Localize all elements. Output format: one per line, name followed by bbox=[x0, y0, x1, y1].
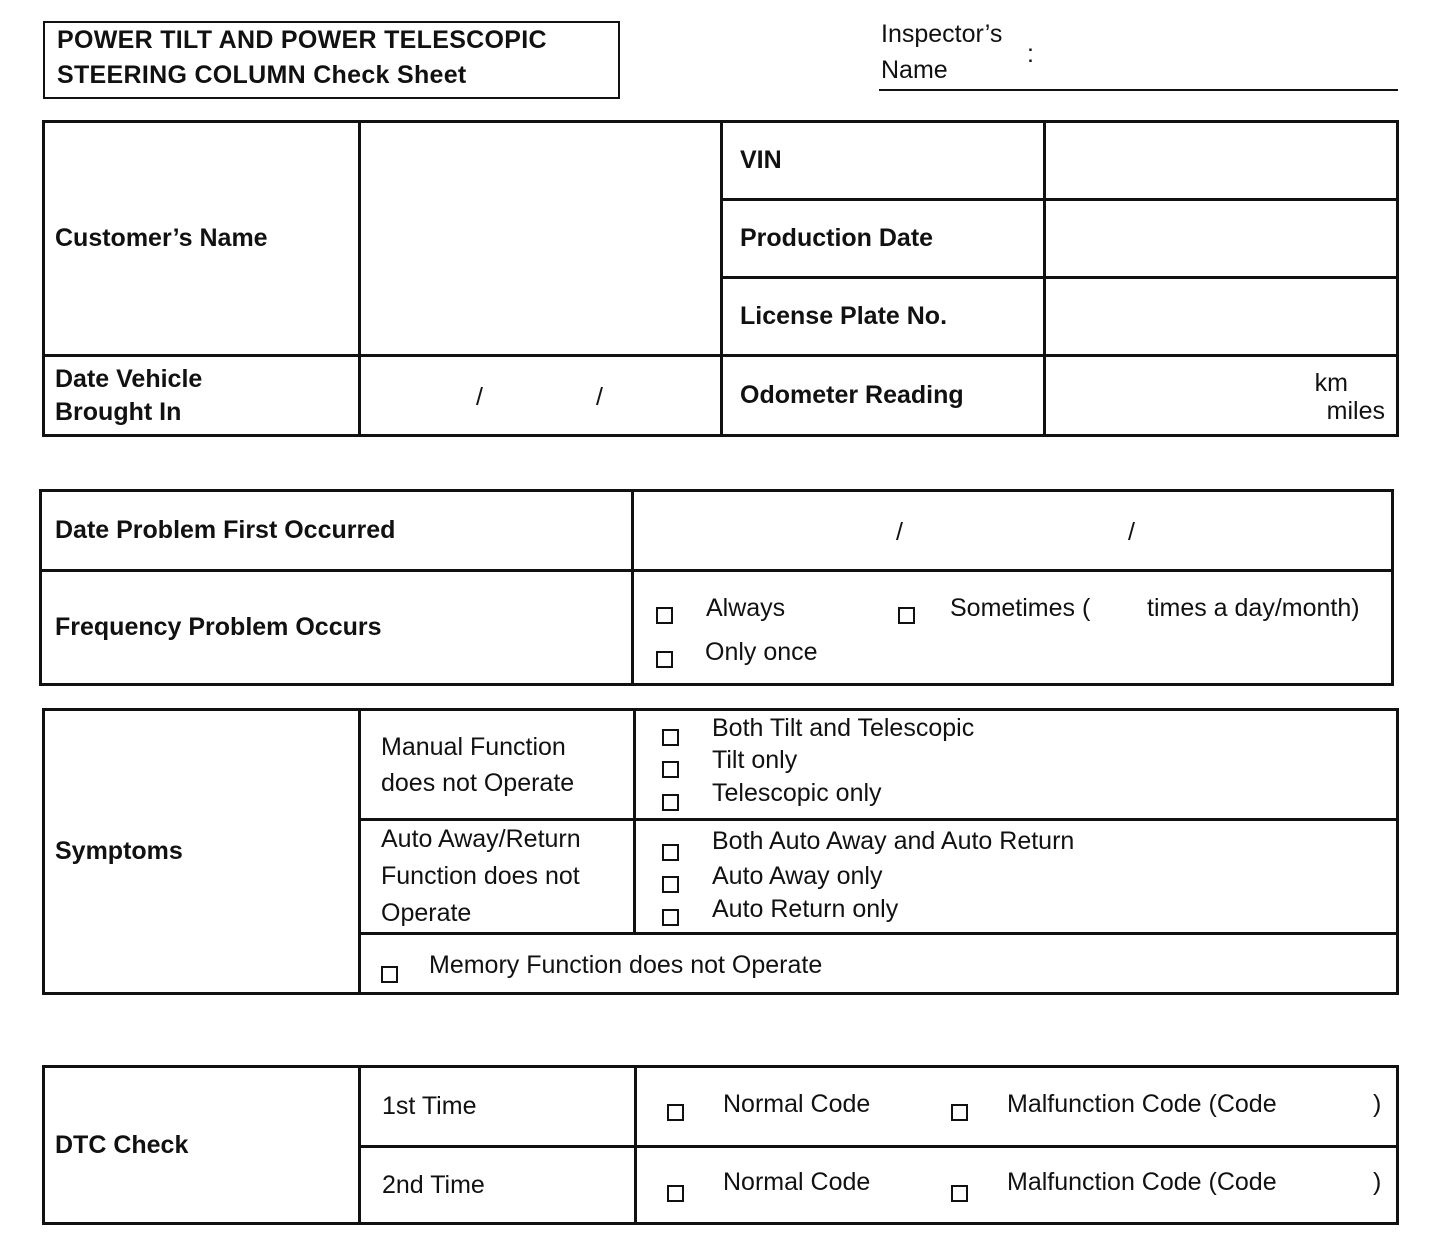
memory-function-row bbox=[360, 934, 1398, 994]
first-malfunction-code-label: Malfunction Code (Code bbox=[1007, 1090, 1277, 1118]
auto-option-1: Both Auto Away and Auto Return bbox=[712, 827, 1075, 855]
first-occurred-sep-2: / bbox=[1128, 518, 1135, 546]
odometer-label: Odometer Reading bbox=[722, 356, 1045, 436]
production-date-label: Production Date bbox=[722, 200, 1045, 278]
first-close-paren: ) bbox=[1373, 1090, 1382, 1118]
date-brought-in-field[interactable] bbox=[360, 356, 722, 436]
date-brought-in-line-2: Brought In bbox=[55, 397, 182, 426]
dtc-second-time-label: 2nd Time bbox=[360, 1147, 636, 1224]
date-sep-2: / bbox=[596, 383, 603, 411]
manual-option-3: Telescopic only bbox=[712, 779, 882, 807]
only-once-label: Only once bbox=[705, 638, 818, 666]
license-plate-label: License Plate No. bbox=[722, 278, 1045, 356]
inspector-label-2: Name bbox=[881, 56, 948, 84]
dtc-first-time-label: 1st Time bbox=[360, 1067, 636, 1147]
both-tilt-telescopic-checkbox[interactable] bbox=[662, 729, 679, 746]
second-malfunction-code-label: Malfunction Code (Code bbox=[1007, 1168, 1277, 1196]
vin-field[interactable] bbox=[1045, 122, 1398, 200]
auto-function-line-1: Auto Away/Return bbox=[381, 825, 581, 853]
miles-unit: miles bbox=[1326, 397, 1385, 425]
production-date-field[interactable] bbox=[1045, 200, 1398, 278]
date-brought-in-line-1: Date Vehicle bbox=[55, 364, 203, 393]
customer-name-field[interactable] bbox=[360, 122, 722, 356]
vin-label: VIN bbox=[722, 122, 1045, 200]
always-checkbox[interactable] bbox=[656, 607, 673, 624]
first-malfunction-code-checkbox[interactable] bbox=[951, 1104, 968, 1121]
frequency-label: Frequency Problem Occurs bbox=[41, 571, 633, 685]
first-occurred-field[interactable] bbox=[633, 491, 1393, 571]
manual-option-1: Both Tilt and Telescopic bbox=[712, 714, 975, 742]
memory-function-checkbox[interactable] bbox=[381, 966, 398, 983]
manual-option-2: Tilt only bbox=[712, 746, 798, 774]
customer-name-label: Customer’s Name bbox=[44, 122, 360, 356]
sometimes-label: Sometimes ( bbox=[950, 594, 1091, 622]
inspector-name-line[interactable] bbox=[879, 89, 1398, 91]
date-sep-1: / bbox=[476, 383, 483, 411]
auto-function-options bbox=[635, 820, 1398, 934]
telescopic-only-checkbox[interactable] bbox=[662, 794, 679, 811]
always-label: Always bbox=[706, 594, 786, 622]
memory-function-label: Memory Function does not Operate bbox=[429, 951, 823, 979]
first-normal-code-label: Normal Code bbox=[723, 1090, 871, 1118]
second-close-paren: ) bbox=[1373, 1168, 1382, 1196]
frequency-options bbox=[633, 571, 1393, 685]
auto-function-line-3: Operate bbox=[381, 899, 472, 927]
auto-function-line-2: Function does not bbox=[381, 862, 580, 890]
tilt-only-checkbox[interactable] bbox=[662, 761, 679, 778]
problem-table bbox=[39, 489, 1394, 686]
symptoms-table bbox=[42, 708, 1399, 995]
sometimes-checkbox[interactable] bbox=[898, 607, 915, 624]
first-occurred-sep-1: / bbox=[896, 518, 903, 546]
title-box bbox=[43, 21, 620, 99]
first-normal-code-checkbox[interactable] bbox=[667, 1104, 684, 1121]
second-malfunction-code-checkbox[interactable] bbox=[951, 1185, 968, 1202]
inspector-label-1: Inspector’s bbox=[881, 20, 1003, 48]
license-plate-field[interactable] bbox=[1045, 278, 1398, 356]
manual-function-line-2: does not Operate bbox=[381, 768, 575, 797]
km-unit: km bbox=[1314, 369, 1348, 397]
title-line-1: POWER TILT AND POWER TELESCOPIC bbox=[57, 26, 547, 54]
manual-function-line-1: Manual Function bbox=[381, 732, 566, 761]
manual-function-options bbox=[635, 710, 1398, 820]
inspector-colon: : bbox=[1027, 40, 1034, 68]
vehicle-info-table bbox=[42, 120, 1399, 437]
dtc-second-time-options bbox=[636, 1147, 1398, 1224]
manual-function-label bbox=[360, 710, 635, 820]
auto-return-only-checkbox[interactable] bbox=[662, 909, 679, 926]
second-normal-code-label: Normal Code bbox=[723, 1168, 871, 1196]
title-line-2: STEERING COLUMN Check Sheet bbox=[57, 61, 467, 89]
odometer-field[interactable] bbox=[1045, 356, 1398, 436]
auto-option-3: Auto Return only bbox=[712, 895, 899, 923]
dtc-check-label: DTC Check bbox=[44, 1067, 360, 1224]
auto-function-label bbox=[360, 820, 635, 934]
second-normal-code-checkbox[interactable] bbox=[667, 1185, 684, 1202]
times-label: times a day/month) bbox=[1147, 594, 1360, 622]
only-once-checkbox[interactable] bbox=[656, 651, 673, 668]
dtc-first-time-options bbox=[636, 1067, 1398, 1147]
symptoms-label: Symptoms bbox=[44, 710, 360, 994]
dtc-table bbox=[42, 1065, 1399, 1225]
date-brought-in-label bbox=[44, 356, 360, 436]
first-occurred-label: Date Problem First Occurred bbox=[41, 491, 633, 571]
both-auto-checkbox[interactable] bbox=[662, 844, 679, 861]
auto-option-2: Auto Away only bbox=[712, 862, 883, 890]
auto-away-only-checkbox[interactable] bbox=[662, 876, 679, 893]
